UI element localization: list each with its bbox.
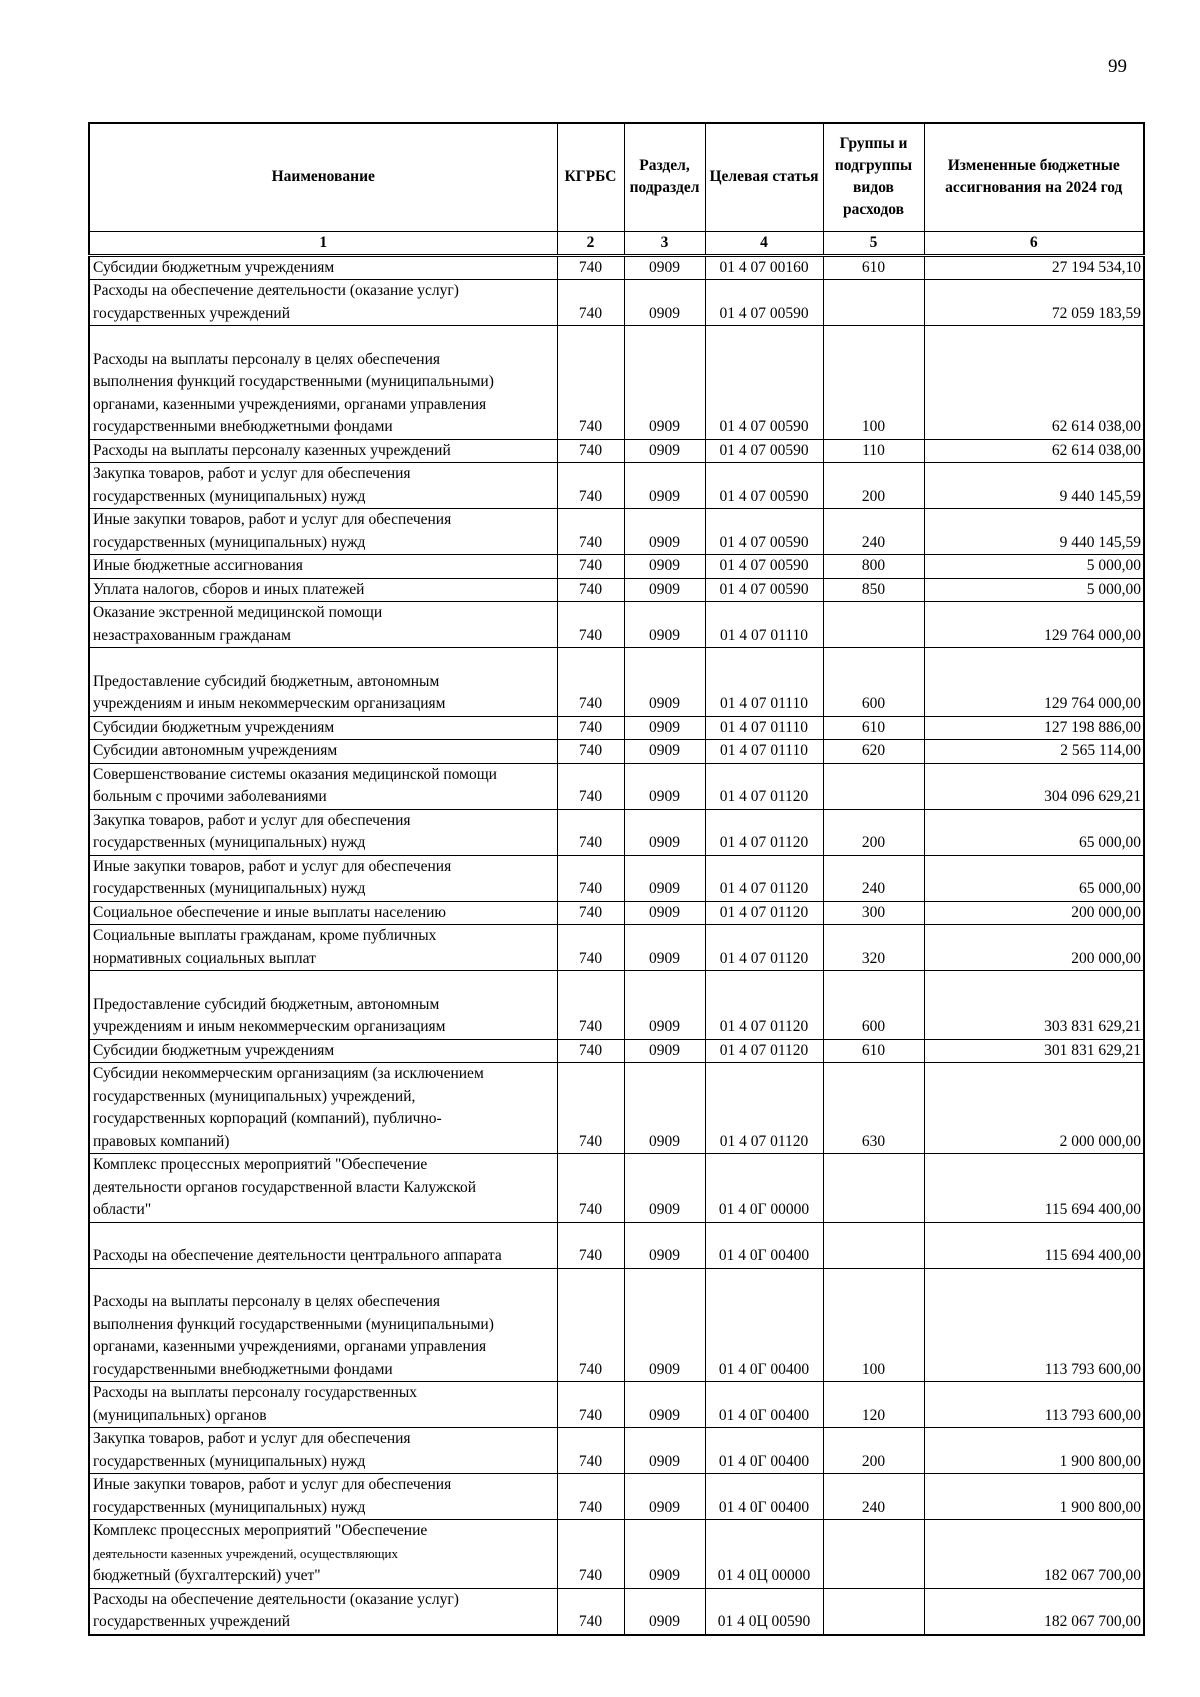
row-kgrbs: 740 — [557, 509, 624, 555]
row-vid: 200 — [823, 463, 924, 509]
row-name-line: области" — [93, 1201, 152, 1218]
row-vid — [823, 1154, 924, 1223]
header-name: Наименование — [89, 123, 557, 231]
row-kgrbs: 740 — [557, 326, 624, 440]
row-name-line: Расходы на выплаты персоналу в целях обеспечения — [93, 1293, 441, 1310]
row-statya: 01 4 07 00590 — [705, 280, 823, 326]
row-name — [89, 1063, 557, 1154]
row-name-line: Субсидии некоммерческим организациям (за исключением — [93, 1065, 484, 1082]
row-statya: 01 4 07 01120 — [705, 763, 823, 809]
row-name-line: (муниципальных) органов — [93, 1406, 267, 1424]
row-razdel: 0909 — [624, 1268, 705, 1382]
row-name-line: Предоставление субсидий бюджетным, автономным — [93, 995, 440, 1013]
row-name-line — [93, 1269, 554, 1292]
row-razdel: 0909 — [624, 1520, 705, 1589]
row-name-line: Расходы на обеспечение деятельности (оказание услуг) — [93, 1590, 459, 1608]
table-row — [89, 740, 1144, 764]
row-name-line — [93, 648, 554, 671]
row-vid: 320 — [823, 925, 924, 971]
row-kgrbs: 740 — [557, 809, 624, 855]
row-name-line: Закупка товаров, работ и услуг для обеспечения — [93, 1430, 411, 1447]
row-name-line: Расходы на выплаты персоналу государственных — [93, 1384, 417, 1401]
table-row — [89, 855, 1144, 901]
row-vid: 100 — [823, 1268, 924, 1382]
row-sum: 127 198 886,00 — [924, 716, 1144, 740]
header-statya: Целевая статья — [705, 123, 823, 231]
row-name — [89, 1268, 557, 1382]
row-kgrbs: 740 — [557, 1520, 624, 1589]
row-name — [89, 1474, 557, 1520]
row-name-line: Расходы на обеспечение деятельности центрального аппарата — [93, 1247, 502, 1264]
row-sum: 115 694 400,00 — [924, 1154, 1144, 1223]
row-vid: 300 — [823, 901, 924, 925]
row-statya: 01 4 07 00590 — [705, 555, 823, 579]
row-razdel: 0909 — [624, 855, 705, 901]
row-name — [89, 555, 557, 579]
row-name-line: Иные закупки товаров, работ и услуг для обеспечения — [93, 857, 452, 875]
table-row — [89, 1428, 1144, 1474]
row-razdel: 0909 — [624, 1039, 705, 1063]
row-name — [89, 716, 557, 740]
row-name-line: государственными внебюджетными фондами — [93, 1360, 393, 1378]
row-name-line: Субсидии бюджетным учреждениям — [93, 258, 335, 276]
row-statya: 01 4 07 01110 — [705, 602, 823, 648]
row-statya: 01 4 0Г 00000 — [705, 1154, 823, 1223]
row-statya: 01 4 0Г 00400 — [705, 1474, 823, 1520]
row-kgrbs: 740 — [557, 555, 624, 579]
row-sum: 5 000,00 — [924, 578, 1144, 602]
row-razdel: 0909 — [624, 326, 705, 440]
row-name-line: Расходы на обеспечение деятельности (оказание услуг) — [93, 282, 459, 299]
row-statya: 01 4 07 01120 — [705, 1063, 823, 1154]
row-statya: 01 4 07 00160 — [705, 255, 823, 280]
table-row — [89, 901, 1144, 925]
row-name-line: Субсидии автономным учреждениям — [93, 742, 338, 759]
row-razdel: 0909 — [624, 1154, 705, 1223]
row-name-line: Социальные выплаты гражданам, кроме публичных — [93, 927, 437, 944]
row-razdel: 0909 — [624, 555, 705, 579]
row-vid — [823, 763, 924, 809]
row-name-line: Иные закупки товаров, работ и услуг для обеспечения — [93, 511, 452, 528]
row-kgrbs: 740 — [557, 463, 624, 509]
row-name-line: Оказание экстренной медицинской помощи — [93, 604, 383, 621]
row-name-line: больным с прочими заболеваниями — [93, 788, 327, 805]
table-row — [89, 971, 1144, 1040]
row-name-line: Комплекс процессных мероприятий "Обеспечение — [93, 1522, 428, 1539]
row-name — [89, 280, 557, 326]
row-name-line: выполнения функций государственными (муниципальными) — [93, 1315, 494, 1333]
row-vid: 630 — [823, 1063, 924, 1154]
row-name-line: органами, казенными учреждениями, органами управления — [93, 1338, 487, 1355]
row-kgrbs: 740 — [557, 439, 624, 463]
row-razdel: 0909 — [624, 1382, 705, 1428]
row-name — [89, 1382, 557, 1428]
row-name-line: Расходы на выплаты персоналу казенных учреждений — [93, 441, 451, 459]
row-kgrbs: 740 — [557, 578, 624, 602]
page-number: 99 — [1108, 56, 1127, 77]
row-name-line: государственных (муниципальных) нужд — [93, 1452, 366, 1470]
row-vid — [823, 1520, 924, 1589]
row-kgrbs: 740 — [557, 763, 624, 809]
row-razdel: 0909 — [624, 1428, 705, 1474]
row-vid: 100 — [823, 326, 924, 440]
row-statya: 01 4 07 00590 — [705, 578, 823, 602]
table-row — [89, 326, 1144, 440]
row-name-line: учреждениям и иным некоммерческим организациям — [93, 1018, 446, 1035]
row-sum: 182 067 700,00 — [924, 1520, 1144, 1589]
table-row — [89, 1382, 1144, 1428]
header-num-5: 5 — [823, 231, 924, 255]
row-name-line: государственными внебюджетными фондами — [93, 418, 393, 435]
row-sum: 9 440 145,59 — [924, 463, 1144, 509]
row-sum: 182 067 700,00 — [924, 1588, 1144, 1635]
row-razdel: 0909 — [624, 1588, 705, 1635]
header-razdel: Раздел, подраздел — [624, 123, 705, 231]
row-sum: 115 694 400,00 — [924, 1222, 1144, 1268]
row-name-line: государственных (муниципальных) нужд — [93, 834, 366, 851]
row-kgrbs: 740 — [557, 925, 624, 971]
row-sum: 113 793 600,00 — [924, 1382, 1144, 1428]
row-statya: 01 4 07 00590 — [705, 439, 823, 463]
row-statya: 01 4 07 01120 — [705, 855, 823, 901]
row-name-line: Уплата налогов, сборов и иных платежей — [93, 580, 365, 598]
row-name — [89, 509, 557, 555]
row-vid: 610 — [823, 716, 924, 740]
row-vid — [823, 280, 924, 326]
row-razdel: 0909 — [624, 901, 705, 925]
table-row — [89, 555, 1144, 579]
row-vid: 240 — [823, 509, 924, 555]
row-statya: 01 4 07 01120 — [705, 925, 823, 971]
row-statya: 01 4 07 01110 — [705, 740, 823, 764]
row-kgrbs: 740 — [557, 1588, 624, 1635]
row-razdel: 0909 — [624, 648, 705, 717]
row-name — [89, 1039, 557, 1063]
row-name-line: деятельности казенных учреждений, осуществляющих — [93, 1545, 398, 1561]
row-kgrbs: 740 — [557, 1428, 624, 1474]
header-kgrbs: КГРБС — [557, 123, 624, 231]
row-razdel: 0909 — [624, 463, 705, 509]
row-kgrbs: 740 — [557, 971, 624, 1040]
header-num-6: 6 — [924, 231, 1144, 255]
header-num-2: 2 — [557, 231, 624, 255]
row-name-line: государственных (муниципальных) нужд — [93, 1498, 366, 1516]
row-name-line: государственных учреждений — [93, 1613, 290, 1630]
row-name-line: бюджетный (бухгалтерский) учет" — [93, 1567, 321, 1584]
row-razdel: 0909 — [624, 439, 705, 463]
row-name — [89, 740, 557, 764]
row-statya: 01 4 0Г 00400 — [705, 1428, 823, 1474]
row-statya: 01 4 0Г 00400 — [705, 1222, 823, 1268]
row-vid — [823, 1222, 924, 1268]
row-statya: 01 4 07 01120 — [705, 1039, 823, 1063]
row-razdel: 0909 — [624, 1222, 705, 1268]
row-sum: 2 000 000,00 — [924, 1063, 1144, 1154]
table-row — [89, 463, 1144, 509]
row-kgrbs: 740 — [557, 1474, 624, 1520]
row-vid: 600 — [823, 971, 924, 1040]
row-razdel: 0909 — [624, 509, 705, 555]
row-name-line: Субсидии бюджетным учреждениям — [93, 718, 335, 736]
row-sum: 9 440 145,59 — [924, 509, 1144, 555]
row-name — [89, 763, 557, 809]
row-sum: 129 764 000,00 — [924, 648, 1144, 717]
row-statya: 01 4 07 00590 — [705, 463, 823, 509]
table-row — [89, 763, 1144, 809]
table-row — [89, 1588, 1144, 1635]
row-razdel: 0909 — [624, 763, 705, 809]
row-razdel: 0909 — [624, 578, 705, 602]
row-name — [89, 809, 557, 855]
row-statya: 01 4 07 01120 — [705, 809, 823, 855]
row-statya: 01 4 07 01110 — [705, 648, 823, 717]
row-name-line: органами, казенными учреждениями, органами управления — [93, 395, 487, 413]
row-name — [89, 439, 557, 463]
row-vid: 600 — [823, 648, 924, 717]
row-vid: 610 — [823, 255, 924, 280]
row-statya: 01 4 0Г 00400 — [705, 1382, 823, 1428]
row-sum: 5 000,00 — [924, 555, 1144, 579]
row-vid — [823, 602, 924, 648]
table-row — [89, 648, 1144, 717]
row-sum: 2 565 114,00 — [924, 740, 1144, 764]
row-name — [89, 1428, 557, 1474]
budget-table — [88, 122, 1145, 1636]
table-row — [89, 1268, 1144, 1382]
row-name-line: Закупка товаров, работ и услуг для обеспечения — [93, 811, 411, 829]
row-sum: 129 764 000,00 — [924, 602, 1144, 648]
row-sum: 304 096 629,21 — [924, 763, 1144, 809]
row-razdel: 0909 — [624, 280, 705, 326]
row-sum: 1 900 800,00 — [924, 1474, 1144, 1520]
row-razdel: 0909 — [624, 740, 705, 764]
row-name-line: незастрахованным гражданам — [93, 626, 291, 644]
row-name-line: нормативных социальных выплат — [93, 949, 316, 967]
row-razdel: 0909 — [624, 971, 705, 1040]
row-kgrbs: 740 — [557, 1382, 624, 1428]
row-name-line: Закупка товаров, работ и услуг для обеспечения — [93, 465, 411, 482]
table-row — [89, 1063, 1144, 1154]
row-name-line: выполнения функций государственными (муниципальными) — [93, 373, 494, 390]
row-name-line: государственных (муниципальных) нужд — [93, 880, 366, 897]
row-vid: 620 — [823, 740, 924, 764]
row-sum: 62 614 038,00 — [924, 439, 1144, 463]
row-razdel: 0909 — [624, 602, 705, 648]
header-vid: Группы и подгруппы видов расходов — [823, 123, 924, 231]
row-name-line — [93, 971, 554, 994]
row-vid — [823, 1588, 924, 1635]
row-name — [89, 901, 557, 925]
row-razdel: 0909 — [624, 1474, 705, 1520]
row-sum: 113 793 600,00 — [924, 1268, 1144, 1382]
row-kgrbs: 740 — [557, 740, 624, 764]
table-row — [89, 602, 1144, 648]
row-sum: 65 000,00 — [924, 809, 1144, 855]
row-razdel: 0909 — [624, 716, 705, 740]
row-kgrbs: 740 — [557, 1154, 624, 1223]
row-name-line — [93, 326, 554, 349]
row-sum: 65 000,00 — [924, 855, 1144, 901]
row-name-line: Совершенствование системы оказания медицинской помощи — [93, 765, 497, 783]
row-name — [89, 255, 557, 280]
row-sum: 200 000,00 — [924, 901, 1144, 925]
table-row — [89, 1154, 1144, 1223]
table-row — [89, 509, 1144, 555]
row-sum: 301 831 629,21 — [924, 1039, 1144, 1063]
table-body — [89, 255, 1144, 1635]
row-name — [89, 1222, 557, 1268]
row-name-line: Расходы на выплаты персоналу в целях обеспечения — [93, 350, 441, 368]
row-name — [89, 1588, 557, 1635]
row-vid: 240 — [823, 1474, 924, 1520]
table-row — [89, 1039, 1144, 1063]
table-row — [89, 280, 1144, 326]
row-vid: 800 — [823, 555, 924, 579]
row-name — [89, 578, 557, 602]
row-name — [89, 463, 557, 509]
row-name-line: Иные закупки товаров, работ и услуг для обеспечения — [93, 1476, 452, 1493]
row-statya: 01 4 07 00590 — [705, 326, 823, 440]
row-vid: 120 — [823, 1382, 924, 1428]
row-name-line: Предоставление субсидий бюджетным, автономным — [93, 672, 440, 690]
row-statya: 01 4 07 01110 — [705, 716, 823, 740]
row-statya: 01 4 07 01120 — [705, 971, 823, 1040]
row-statya: 01 4 0Ц 00000 — [705, 1520, 823, 1589]
row-statya: 01 4 0Ц 00590 — [705, 1588, 823, 1635]
row-vid: 200 — [823, 809, 924, 855]
row-name — [89, 1154, 557, 1223]
row-kgrbs: 740 — [557, 280, 624, 326]
row-kgrbs: 740 — [557, 1063, 624, 1154]
row-name-line: Субсидии бюджетным учреждениям — [93, 1041, 335, 1059]
row-statya: 01 4 07 01120 — [705, 901, 823, 925]
row-kgrbs: 740 — [557, 1039, 624, 1063]
row-name — [89, 1520, 557, 1589]
row-name — [89, 855, 557, 901]
header-sum: Измененные бюджетные ассигнования на 2024 год — [924, 123, 1144, 231]
row-name-line: государственных корпораций (компаний), публично- — [93, 1110, 442, 1127]
row-sum: 303 831 629,21 — [924, 971, 1144, 1040]
row-name — [89, 971, 557, 1040]
row-kgrbs: 740 — [557, 901, 624, 925]
header-num-4: 4 — [705, 231, 823, 255]
table-row — [89, 578, 1144, 602]
row-name-line: деятельности органов государственной власти Калужской — [93, 1178, 477, 1196]
header-num-3: 3 — [624, 231, 705, 255]
row-kgrbs: 740 — [557, 1268, 624, 1382]
row-name — [89, 648, 557, 717]
table-row — [89, 1520, 1144, 1589]
row-sum: 1 900 800,00 — [924, 1428, 1144, 1474]
row-name-line: Комплекс процессных мероприятий "Обеспечение — [93, 1156, 428, 1173]
row-vid: 110 — [823, 439, 924, 463]
table-row — [89, 1474, 1144, 1520]
row-name-line: государственных (муниципальных) учреждений, — [93, 1087, 416, 1105]
table-row — [89, 716, 1144, 740]
row-sum: 62 614 038,00 — [924, 326, 1144, 440]
table-row — [89, 255, 1144, 280]
row-name-line: Социальное обеспечение и иные выплаты населению — [93, 903, 447, 921]
table-row — [89, 439, 1144, 463]
row-statya: 01 4 0Г 00400 — [705, 1268, 823, 1382]
row-vid: 850 — [823, 578, 924, 602]
row-sum: 72 059 183,59 — [924, 280, 1144, 326]
row-kgrbs: 740 — [557, 716, 624, 740]
row-kgrbs: 740 — [557, 648, 624, 717]
header-num-1: 1 — [89, 231, 557, 255]
row-name-line: государственных (муниципальных) нужд — [93, 533, 366, 551]
row-kgrbs: 740 — [557, 602, 624, 648]
row-name-line: государственных учреждений — [93, 304, 290, 322]
row-name-line: учреждениям и иным некоммерческим организациям — [93, 695, 446, 712]
row-vid: 610 — [823, 1039, 924, 1063]
row-kgrbs: 740 — [557, 1222, 624, 1268]
row-vid: 240 — [823, 855, 924, 901]
row-name-line: Иные бюджетные ассигнования — [93, 557, 303, 574]
table-row — [89, 809, 1144, 855]
table-row — [89, 1222, 1144, 1268]
row-sum: 200 000,00 — [924, 925, 1144, 971]
row-razdel: 0909 — [624, 809, 705, 855]
row-name-line: правовых компаний) — [93, 1132, 230, 1150]
row-kgrbs: 740 — [557, 855, 624, 901]
row-name — [89, 602, 557, 648]
row-kgrbs: 740 — [557, 255, 624, 280]
row-name-line — [93, 1223, 554, 1246]
row-razdel: 0909 — [624, 925, 705, 971]
row-razdel: 0909 — [624, 255, 705, 280]
table-row — [89, 925, 1144, 971]
row-statya: 01 4 07 00590 — [705, 509, 823, 555]
row-name — [89, 925, 557, 971]
row-vid: 200 — [823, 1428, 924, 1474]
row-razdel: 0909 — [624, 1063, 705, 1154]
row-sum: 27 194 534,10 — [924, 255, 1144, 280]
row-name-line: государственных (муниципальных) нужд — [93, 487, 366, 505]
row-name — [89, 326, 557, 440]
